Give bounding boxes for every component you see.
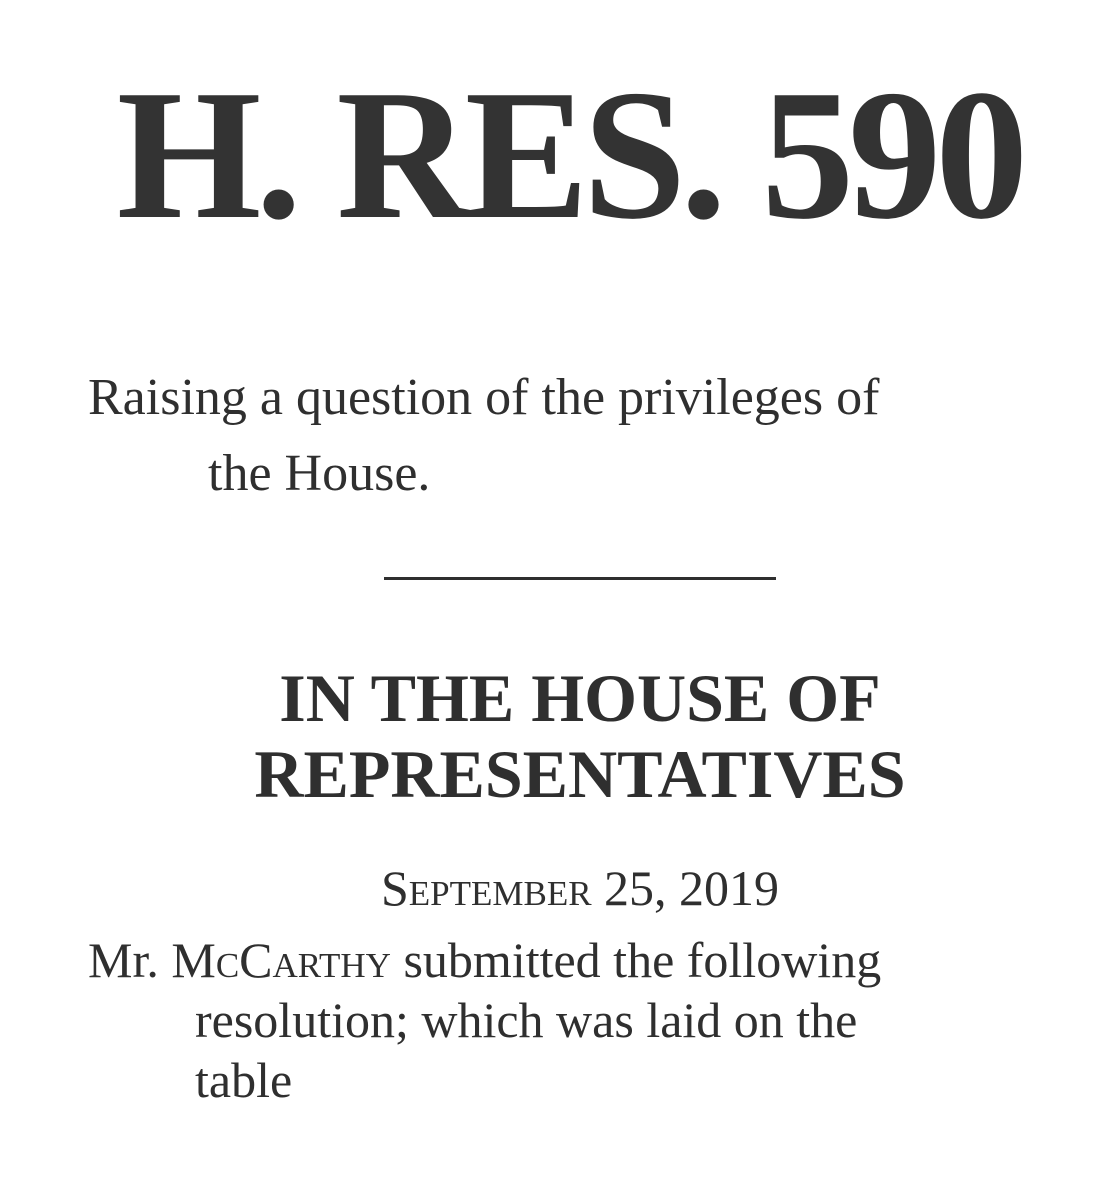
- divider-rule: [384, 577, 776, 580]
- chamber-heading: [0, 660, 1109, 812]
- resolution-title-line-2: the House.: [208, 445, 431, 502]
- chamber-heading-line-2: REPRESENTATIVES: [254, 736, 906, 812]
- action-prefix: Mr.: [88, 932, 172, 988]
- sponsor-name: McCarthy: [171, 932, 391, 988]
- action-text-line-2: resolution; which was laid on the: [195, 992, 858, 1048]
- resolution-title: [88, 360, 1048, 512]
- chamber-heading-line-1: IN THE HOUSE OF: [279, 660, 881, 736]
- resolution-title-line-1: Raising a question of the privileges of: [88, 369, 880, 426]
- action-text-line-1: submitted the following: [390, 932, 882, 988]
- bill-number: H. RES. 590: [116, 52, 1023, 258]
- action-statement: [88, 930, 1088, 1110]
- action-text-line-3: table: [195, 1052, 293, 1108]
- action-date: September 25, 2019: [380, 860, 780, 916]
